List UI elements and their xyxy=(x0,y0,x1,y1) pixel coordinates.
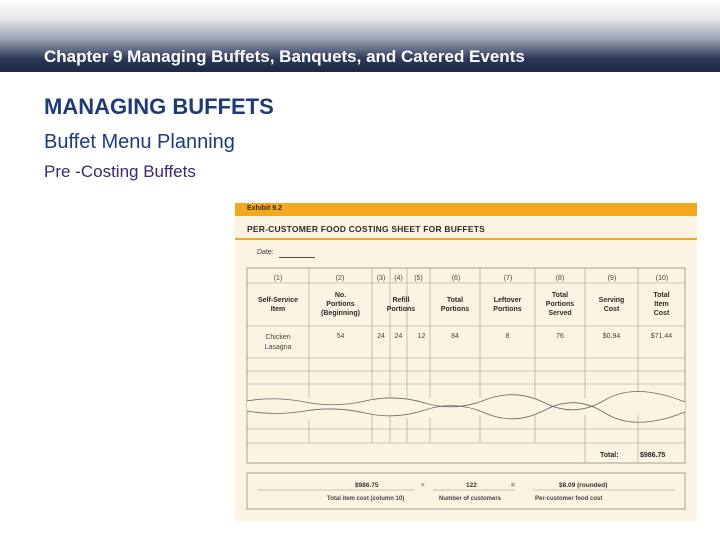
col-num-5: (5) xyxy=(414,275,423,282)
exhibit-title: PER-CUSTOMER FOOD COSTING SHEET FOR BUFFETS xyxy=(247,224,485,234)
summary-caption-total-cost: Total item cost (column 10) xyxy=(327,496,405,502)
col-header-item: Self-Service Item xyxy=(257,297,299,313)
col-header-leftover: Leftover Portions xyxy=(493,297,522,313)
col-header-total-portions: Total Portions xyxy=(440,297,470,313)
row-served: 76 xyxy=(556,333,564,340)
total-label: Total: xyxy=(600,452,619,459)
date-label: Date: xyxy=(257,249,274,256)
row-total-item-cost: $71.44 xyxy=(650,333,673,340)
summary-equals-sign: = xyxy=(511,482,515,489)
summary-caption-per-customer: Per-customer food cost xyxy=(535,496,603,502)
row-refill-1: 24 xyxy=(377,333,385,340)
col-num-6: (6) xyxy=(451,275,461,282)
slide-subheading: Buffet Menu Planning xyxy=(44,131,235,153)
exhibit-figure xyxy=(235,203,697,521)
total-value: $986.75 xyxy=(640,452,666,459)
col-num-1: (1) xyxy=(273,275,283,282)
row-total-portions: 84 xyxy=(451,333,459,340)
summary-divide-sign: ÷ xyxy=(421,482,425,489)
col-num-10: (10) xyxy=(655,275,669,282)
row-refill-3: 12 xyxy=(417,333,426,340)
chapter-title: Chapter 9 Managing Buffets, Banquets, and Catered Events xyxy=(44,47,525,66)
col-num-8: (8) xyxy=(555,275,565,282)
row-item: Chicken Lasagna xyxy=(264,334,292,351)
col-num-2: (2) xyxy=(335,275,345,282)
summary-total-cost: $986.75 xyxy=(355,482,379,489)
col-header-total-item-cost: Total Item Cost xyxy=(653,292,670,317)
costing-table-grid xyxy=(235,203,697,521)
row-serving-cost: $0.94 xyxy=(602,333,621,340)
row-leftover: 8 xyxy=(505,333,510,340)
col-header-serving-cost: Serving Cost xyxy=(598,297,625,313)
exhibit-label: Exhibit 9.2 xyxy=(247,205,283,212)
slide-subsubheading: Pre -Costing Buffets xyxy=(44,162,196,181)
summary-caption-customers: Number of customers xyxy=(439,496,502,502)
col-num-9: (9) xyxy=(607,275,617,282)
col-header-served: Total Portions Served xyxy=(545,292,575,317)
title-bar xyxy=(0,0,720,72)
col-num-4: (4) xyxy=(394,275,403,282)
slide-heading: MANAGING BUFFETS xyxy=(44,94,274,119)
summary-per-customer-cost: $8.09 (rounded) xyxy=(559,482,608,489)
row-beginning: 54 xyxy=(336,333,345,340)
summary-customers: 122 xyxy=(466,482,477,489)
col-header-beginning: No. Portions (Beginning) xyxy=(321,292,360,317)
col-num-7: (7) xyxy=(503,275,513,282)
col-header-refill: Refill Portions xyxy=(386,297,416,313)
col-num-3: (3) xyxy=(376,275,386,282)
row-refill-2: 24 xyxy=(394,333,403,340)
